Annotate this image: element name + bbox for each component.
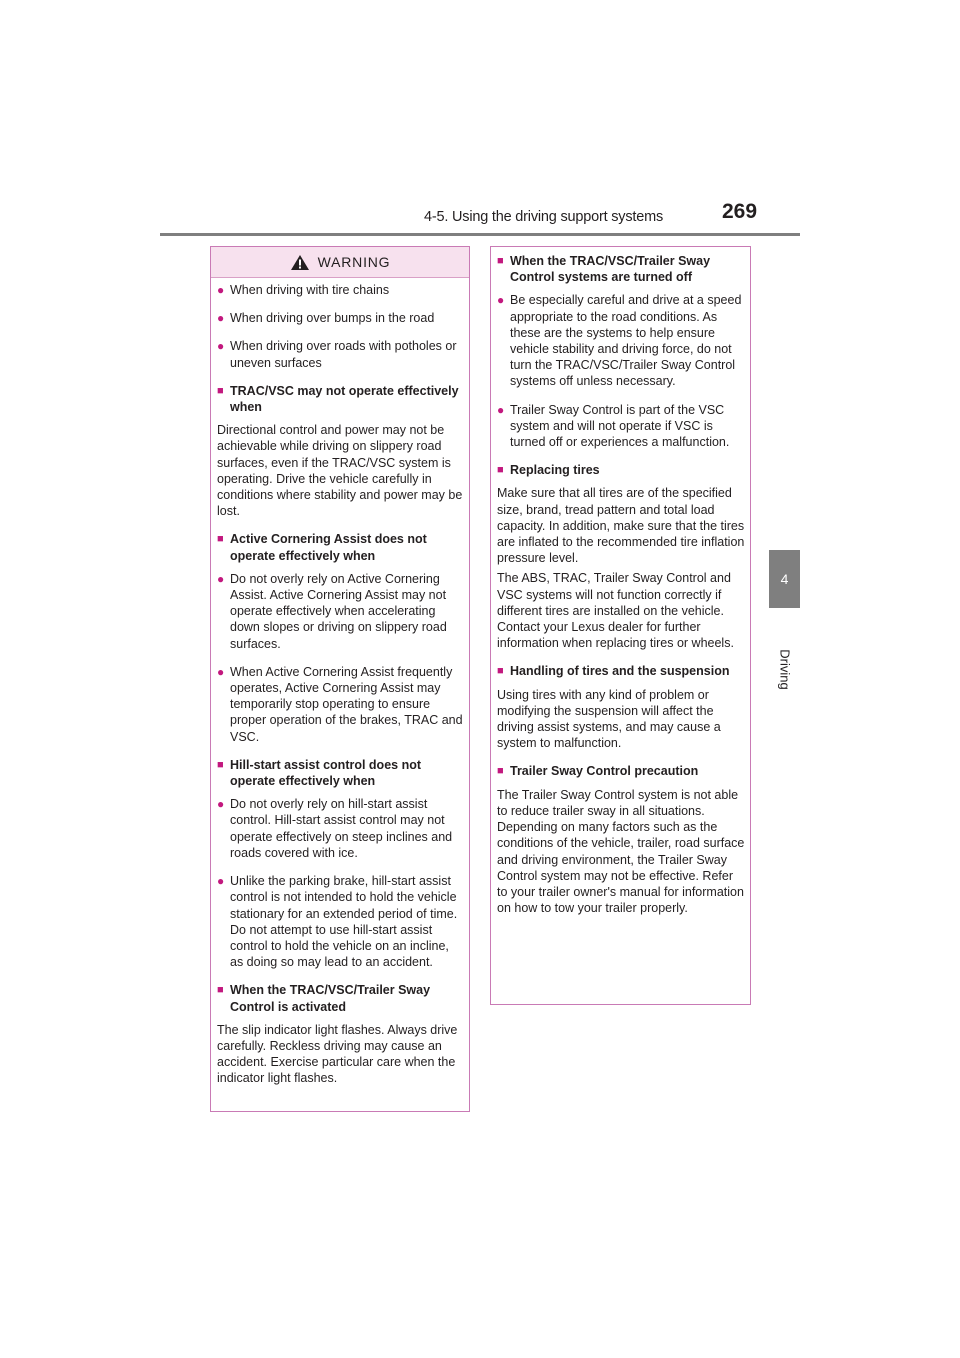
bullet-item: [497, 402, 745, 451]
chapter-tab[interactable]: [769, 550, 800, 608]
warning-content-right: [491, 247, 750, 916]
bullet-item: [217, 571, 464, 652]
bullet-item: [497, 292, 745, 389]
subheading: [497, 253, 745, 285]
chapter-label: Driving: [777, 649, 793, 690]
bullet-dot-icon: ●: [217, 283, 225, 297]
subheading-text: Hill-start assist control does not operate effectively when: [230, 757, 422, 789]
bullet-item: [217, 338, 464, 370]
warning-box-right: [490, 246, 751, 1005]
subheading: [217, 757, 464, 789]
bullet-text: When driving with tire chains: [230, 283, 390, 297]
bullet-item: [217, 796, 464, 861]
bullet-dot-icon: ●: [217, 311, 225, 326]
bullet-dot-icon: ●: [497, 293, 505, 308]
square-marker-icon: ■: [217, 533, 224, 546]
square-marker-icon: ■: [497, 765, 504, 778]
bullet-dot-icon: ●: [217, 339, 225, 354]
warning-content-left: [211, 278, 469, 1087]
square-marker-icon: ■: [497, 255, 504, 267]
subheading: [497, 462, 745, 478]
subheading-text: When the TRAC/VSC/Trailer Sway Control systems are turned off: [510, 254, 711, 285]
chapter-number: 4: [780, 571, 789, 587]
square-marker-icon: ■: [497, 665, 504, 678]
bullet-item: [217, 664, 464, 745]
paragraph: Directional control and power may not be achievable while driving on slippery road surfaces, even if the TRAC/VSC system is operating. Drive the vehicle carefully in conditions where stability and power may be lost.: [217, 423, 463, 519]
subheading-text: Handling of tires and the suspension: [510, 664, 730, 679]
bullet-text: Do not overly rely on Active Cornering Assist. Active Cornering Assist may not operate effectively when accelerating down slopes or driving on slippery road surfaces.: [230, 571, 447, 651]
warning-triangle-icon: [290, 254, 310, 271]
bullet-text: Unlike the parking brake, hill-start assist control is not intended to hold the vehicle stationary for an extended period of time. Do not attempt to use hill-start assist control to hold the vehicle on an incline, as doing so may lead to an accident.: [230, 874, 458, 970]
subheading: [217, 531, 464, 563]
subheading-text: Active Cornering Assist does not operate effectively when: [230, 532, 427, 563]
header-divider: [160, 233, 800, 236]
bullet-dot-icon: ●: [217, 874, 225, 889]
bullet-text: When driving over roads with potholes or uneven surfaces: [230, 339, 457, 370]
warning-box-left: [210, 246, 470, 1112]
warning-header: [211, 247, 469, 278]
subheading-text: Trailer Sway Control precaution: [510, 764, 699, 779]
bullet-text: Trailer Sway Control is part of the VSC system and will not operate if VSC is turned off or experiences a malfunction.: [510, 402, 730, 450]
bullet-item: [217, 310, 464, 326]
paragraph: Using tires with any kind of problem or modifying the suspension will affect the driving assist systems, and may cause a system to malfunction.: [497, 687, 721, 751]
paragraph: Make sure that all tires are of the specified size, brand, tread pattern and total load capacity. In addition, make sure that the tires are inflated to the recommended tire inflation pressure level.: [497, 486, 745, 566]
bullet-dot-icon: ●: [217, 797, 225, 812]
bullet-text: Be especially careful and drive at a speed appropriate to the road conditions. As these are the systems to help ensure vehicle stability and driving force, do not turn the TRAC/VSC/Trailer Sway Control systems off unless necessary.: [510, 293, 742, 389]
section-title: 4-5. Using the driving support systems: [424, 209, 664, 225]
subheading: [497, 663, 745, 679]
bullet-dot-icon: ●: [497, 402, 505, 417]
subheading-text: When the TRAC/VSC/Trailer Sway Control is activated: [230, 983, 431, 1014]
subheading-text: Replacing tires: [510, 463, 600, 478]
page-number: 269: [722, 200, 758, 223]
square-marker-icon: ■: [217, 984, 224, 997]
warning-title: WARNING: [317, 254, 391, 270]
subheading: [497, 763, 745, 779]
bullet-text: Do not overly rely on hill-start assist control. Hill-start assist control may not operate effectively on steep inclines and roads covered with ice.: [230, 797, 453, 860]
square-marker-icon: ■: [217, 384, 224, 397]
bullet-item: [217, 873, 464, 970]
square-marker-icon: ■: [217, 758, 224, 771]
paragraph: The ABS, TRAC, Trailer Sway Control and VSC systems will not function correctly if different tires are installed on the vehicle. Contact your Lexus dealer for further information when replacing tires or wheels.: [497, 571, 734, 651]
subheading: [217, 383, 464, 415]
subheading-text: TRAC/VSC may not operate effectively when: [230, 383, 459, 415]
square-marker-icon: ■: [497, 464, 504, 477]
subheading: [217, 982, 464, 1014]
bullet-dot-icon: ●: [217, 571, 225, 586]
bullet-text: When Active Cornering Assist frequently operates, Active Cornering Assist may temporarily stop operating to ensure proper operation of the brakes, TRAC and VSC.: [230, 664, 463, 744]
bullet-text: When driving over bumps in the road: [230, 311, 435, 326]
paragraph: The slip indicator light flashes. Always drive carefully. Reckless driving may cause an accident. Exercise particular care when the indicator light flashes.: [217, 1022, 458, 1086]
paragraph: The Trailer Sway Control system is not able to reduce trailer sway in all situations. Depending on many factors such as the conditions of the vehicle, trailer, road surface and driving environment, the Trailer Sway Control system may not be effective. Refer to your trailer owner's manual for information on how to tow your trailer properly.: [497, 787, 745, 916]
bullet-dot-icon: ●: [217, 664, 225, 679]
bullet-item: [217, 282, 464, 298]
